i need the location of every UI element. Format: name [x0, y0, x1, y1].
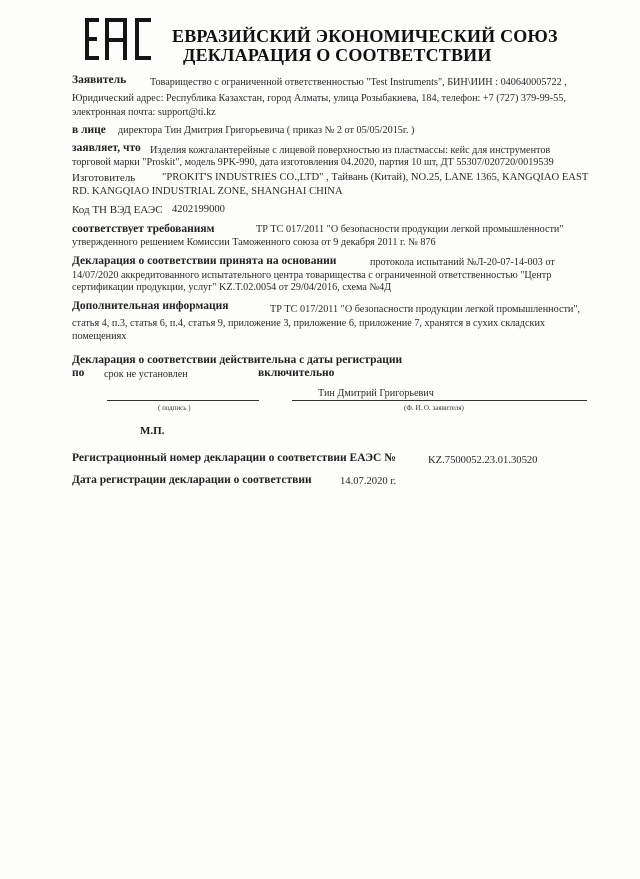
registration-number-value: KZ.7500052.23.01.30520 — [428, 455, 538, 466]
additional-line3: помещениях — [72, 331, 127, 342]
requirements-label: соответствует требованиям — [72, 223, 215, 235]
applicant-line1: Товарищество с ограниченной ответственностью "Test Instruments", БИН\ИИН : 040640005722 , — [150, 77, 567, 88]
validity-inclusive-label: включительно — [258, 367, 335, 379]
basis-line2: 14/07/2020 аккредитованного испытательного центра товарищества с ограниченной ответственностью "Центр — [72, 270, 552, 281]
requirements-line1: ТР ТС 017/2011 "О безопасности продукции легкой промышленности" — [256, 224, 564, 235]
signer-name-line — [292, 400, 587, 401]
basis-line3: сертификации продукции, услуг" KZ.T.02.0054 от 29/04/2016, схема №4Д — [72, 282, 392, 293]
signature-line — [107, 400, 259, 401]
additional-line2: статья 4, п.3, статья 6, п.4, статья 9, приложение 3, приложение 6, приложение 7, хранятся в сухих складских — [72, 318, 545, 329]
declares-label: заявляет, что — [72, 142, 141, 154]
registration-date-label: Дата регистрации декларации о соответствии — [72, 474, 312, 486]
validity-po-label: по — [72, 367, 85, 379]
person-value: директора Тин Дмитрия Григорьевича ( приказ № 2 от 05/05/2015г. ) — [118, 125, 415, 136]
additional-label: Дополнительная информация — [72, 300, 229, 312]
validity-po-value: срок не установлен — [104, 369, 188, 380]
signer-name-caption: (Ф. И. О. заявителя) — [404, 404, 464, 412]
manufacturer-line1: "PROKIT'S INDUSTRIES CO.,LTD" , Тайвань (Китай), NO.25, LANE 1365, KANGQIAO EAST — [162, 172, 589, 183]
additional-line1: ТР ТС 017/2011 "О безопасности продукции легкой промышленности", — [270, 304, 581, 315]
basis-line1: протокола испытаний №Л-20-07-14-003 от — [370, 257, 555, 268]
manufacturer-label: Изготовитель — [72, 172, 136, 184]
document-title-line1: ЕВРАЗИЙСКИЙ ЭКОНОМИЧЕСКИЙ СОЮЗ — [172, 26, 558, 46]
registration-date-value: 14.07.2020 г. — [340, 476, 397, 487]
stamp-label: М.П. — [140, 425, 165, 437]
basis-label: Декларация о соответствии принята на основании — [72, 255, 337, 267]
declares-line1: Изделия кожгалантерейные с лицевой поверхностью из пластмассы: кейс для инструментов — [150, 145, 551, 156]
signature-caption: ( подпись ) — [158, 404, 191, 412]
person-label: в лице — [72, 124, 106, 136]
manufacturer-line2: RD. KANGQIAO INDUSTRIAL ZONE, SHANGHAI CHINA — [72, 186, 343, 197]
tn-ved-label: Код ТН ВЭД ЕАЭС — [72, 204, 163, 216]
tn-ved-value: 4202199000 — [172, 204, 225, 215]
signer-name: Тин Дмитрий Григорьевич — [318, 388, 434, 399]
declares-line2: торговой марки "Proskit", модель 9PK-990, дата изготовления 04.2020, партия 10 шт, ДТ 55307/020720/0019539 — [72, 157, 554, 168]
applicant-line3: электронная почта: support@ti.kz — [72, 107, 216, 118]
registration-number-label: Регистрационный номер декларации о соответствии ЕАЭС № — [72, 452, 396, 464]
document-title-line2: ДЕКЛАРАЦИЯ О СООТВЕТСТВИИ — [183, 45, 492, 65]
eac-logo-icon — [85, 18, 151, 60]
validity-label: Декларация о соответствии действительна с даты регистрации — [72, 354, 403, 366]
applicant-label: Заявитель — [72, 74, 127, 86]
applicant-line2: Юридический адрес: Республика Казахстан, город Алматы, улица Розыбакиева, 184, телефон: +7 (727) 379-99-55, — [72, 93, 566, 104]
requirements-line2: утвержденного решением Комиссии Таможенного союза от 9 декабря 2011 г. № 876 — [72, 237, 436, 248]
